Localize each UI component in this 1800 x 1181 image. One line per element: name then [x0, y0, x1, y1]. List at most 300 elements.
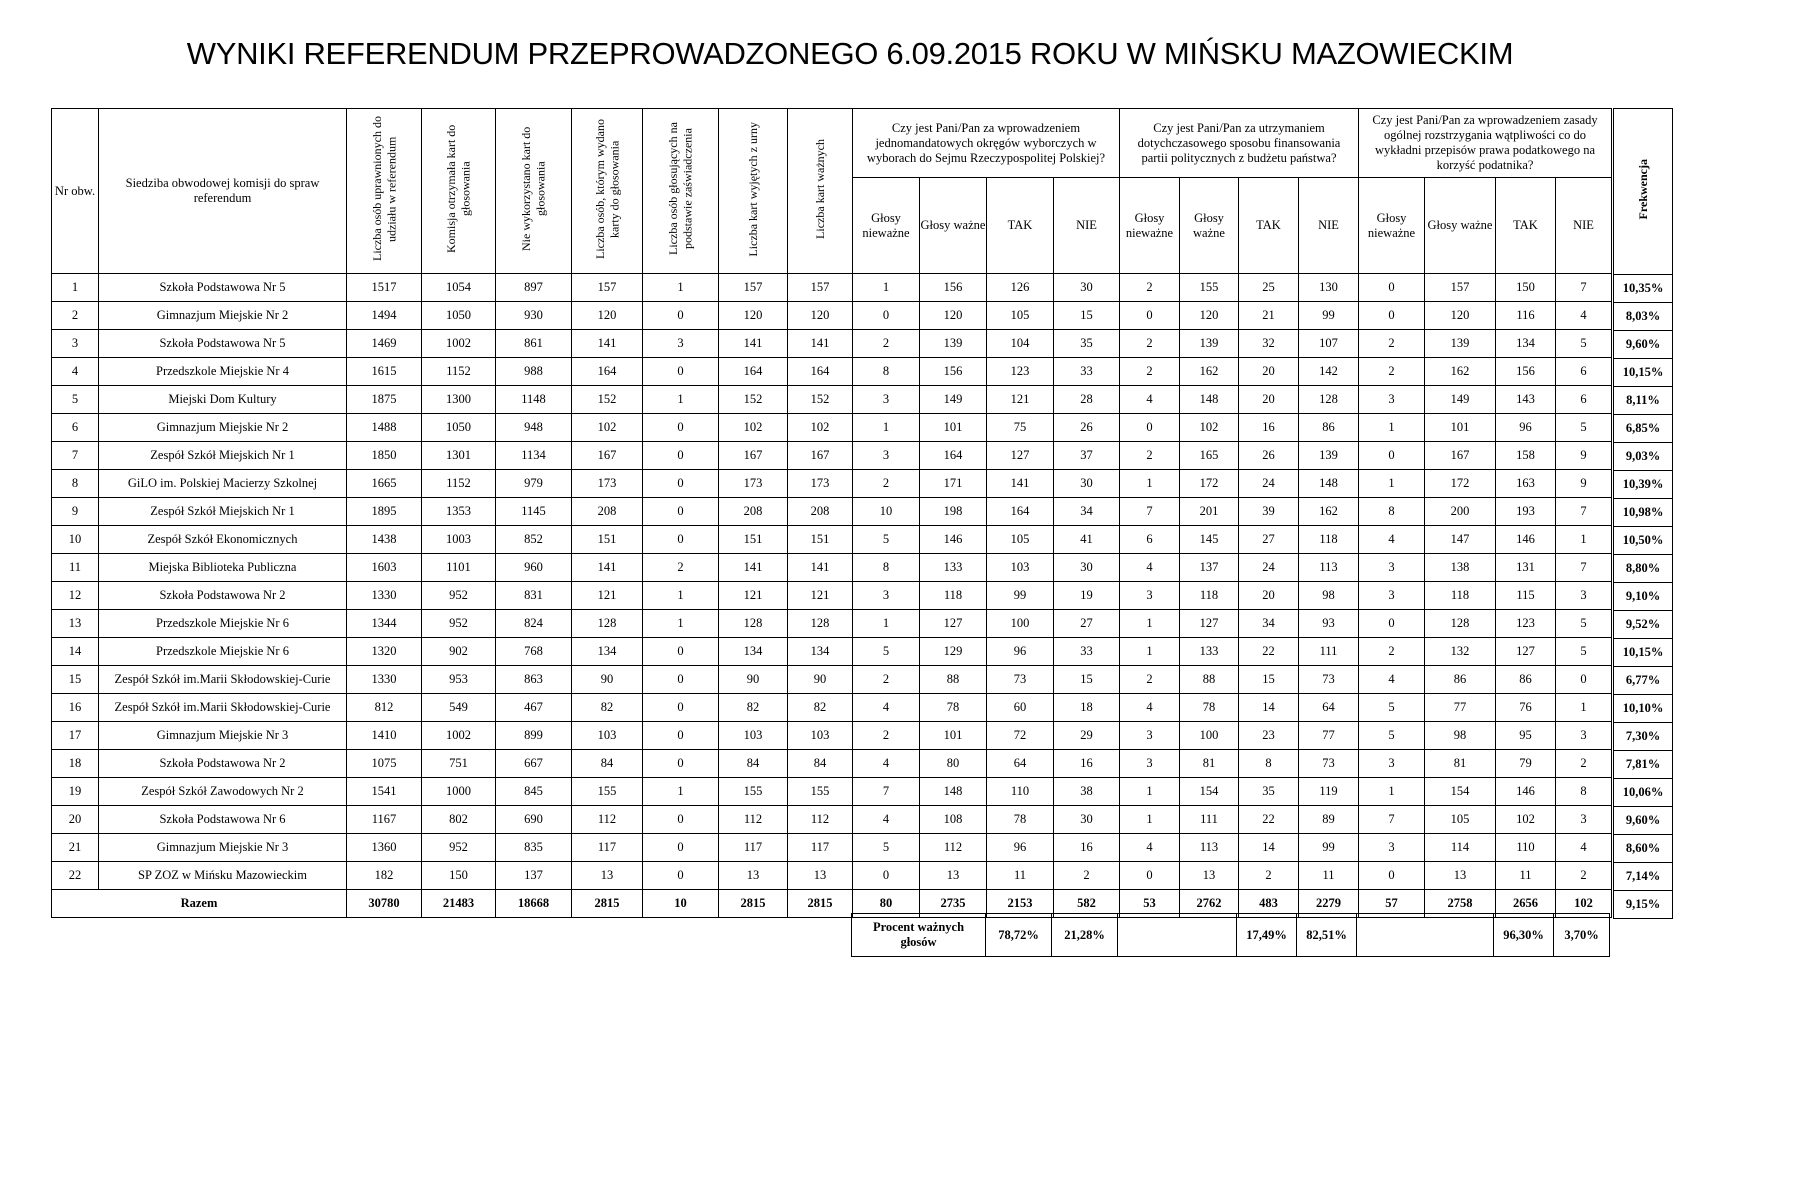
total-value: 2815 — [572, 890, 643, 918]
row-value: 208 — [572, 498, 643, 526]
row-frekwencja: 9,60% — [1614, 807, 1673, 835]
row-value: 162 — [1180, 358, 1239, 386]
turnout-table — [1613, 108, 1673, 919]
row-value: 41 — [1054, 526, 1120, 554]
row-nr: 15 — [52, 666, 99, 694]
row-siedziba: Przedszkole Miejskie Nr 4 — [99, 358, 347, 386]
row-value: 128 — [719, 610, 788, 638]
row-value: 897 — [496, 274, 572, 302]
header-niewykorzystano — [496, 109, 572, 274]
row-siedziba: SP ZOZ w Mińsku Mazowieckim — [99, 862, 347, 890]
row-value: 104 — [987, 330, 1054, 358]
table-row — [52, 470, 1612, 498]
row-value: 150 — [422, 862, 496, 890]
row-frekwencja: 6,77% — [1614, 667, 1673, 695]
row-value: 13 — [572, 862, 643, 890]
row-value: 101 — [1425, 414, 1496, 442]
turnout-row — [1614, 415, 1673, 443]
row-siedziba: Przedszkole Miejskie Nr 6 — [99, 610, 347, 638]
row-value: 119 — [1299, 778, 1359, 806]
total-value: 30780 — [347, 890, 422, 918]
row-frekwencja: 8,11% — [1614, 387, 1673, 415]
row-value: 23 — [1239, 722, 1299, 750]
row-value: 1488 — [347, 414, 422, 442]
row-value: 146 — [920, 526, 987, 554]
total-label: Razem — [52, 890, 347, 918]
table-row — [52, 750, 1612, 778]
row-value: 128 — [572, 610, 643, 638]
row-frekwencja: 7,30% — [1614, 723, 1673, 751]
row-siedziba: Gimnazjum Miejskie Nr 3 — [99, 722, 347, 750]
row-value: 16 — [1054, 750, 1120, 778]
row-value: 95 — [1496, 722, 1556, 750]
row-value: 149 — [920, 386, 987, 414]
row-value: 3 — [1120, 750, 1180, 778]
row-value: 145 — [1180, 526, 1239, 554]
row-value: 173 — [788, 470, 853, 498]
row-value: 3 — [1120, 722, 1180, 750]
row-value: 11 — [987, 862, 1054, 890]
row-nr: 2 — [52, 302, 99, 330]
row-value: 9 — [1556, 470, 1612, 498]
row-value: 200 — [1425, 498, 1496, 526]
row-value: 64 — [987, 750, 1054, 778]
row-nr: 7 — [52, 442, 99, 470]
row-value: 162 — [1425, 358, 1496, 386]
row-value: 3 — [1359, 386, 1425, 414]
table-row — [52, 582, 1612, 610]
row-value: 147 — [1425, 526, 1496, 554]
row-value: 98 — [1425, 722, 1496, 750]
row-value: 8 — [1239, 750, 1299, 778]
row-value: 162 — [1299, 498, 1359, 526]
row-value: 1 — [1359, 414, 1425, 442]
turnout-row — [1614, 611, 1673, 639]
row-value: 6 — [1556, 358, 1612, 386]
row-value: 1438 — [347, 526, 422, 554]
row-value: 1469 — [347, 330, 422, 358]
row-value: 77 — [1299, 722, 1359, 750]
row-value: 90 — [719, 666, 788, 694]
row-value: 0 — [643, 750, 719, 778]
percent-q2-tak: 17,49% — [1237, 914, 1297, 957]
row-nr: 21 — [52, 834, 99, 862]
header-frekwencja — [1614, 109, 1673, 275]
row-value: 78 — [1180, 694, 1239, 722]
row-value: 127 — [1496, 638, 1556, 666]
row-value: 1353 — [422, 498, 496, 526]
row-value: 88 — [1180, 666, 1239, 694]
row-value: 0 — [643, 722, 719, 750]
table-row — [52, 806, 1612, 834]
header-q1-nie: NIE — [1054, 178, 1120, 274]
row-value: 1301 — [422, 442, 496, 470]
table-row — [52, 554, 1612, 582]
row-value: 112 — [788, 806, 853, 834]
row-value: 15 — [1054, 302, 1120, 330]
row-value: 148 — [1180, 386, 1239, 414]
turnout-row — [1614, 471, 1673, 499]
turnout-row — [1614, 499, 1673, 527]
table-row — [52, 498, 1612, 526]
row-value: 0 — [643, 806, 719, 834]
row-value: 167 — [719, 442, 788, 470]
row-value: 155 — [788, 778, 853, 806]
row-value: 979 — [496, 470, 572, 498]
row-siedziba: Gimnazjum Miejskie Nr 2 — [99, 414, 347, 442]
row-value: 167 — [788, 442, 853, 470]
row-value: 14 — [1239, 694, 1299, 722]
total-value: 483 — [1239, 890, 1299, 918]
row-value: 80 — [920, 750, 987, 778]
row-value: 100 — [1180, 722, 1239, 750]
row-value: 96 — [1496, 414, 1556, 442]
row-value: 99 — [1299, 834, 1359, 862]
row-value: 1145 — [496, 498, 572, 526]
row-value: 5 — [1556, 414, 1612, 442]
row-value: 7 — [1359, 806, 1425, 834]
row-value: 4 — [1120, 386, 1180, 414]
row-value: 4 — [1556, 834, 1612, 862]
table-row — [52, 358, 1612, 386]
row-value: 155 — [719, 778, 788, 806]
row-value: 73 — [1299, 750, 1359, 778]
row-value: 208 — [788, 498, 853, 526]
row-value: 172 — [1425, 470, 1496, 498]
row-value: 107 — [1299, 330, 1359, 358]
row-value: 835 — [496, 834, 572, 862]
row-value: 35 — [1054, 330, 1120, 358]
row-nr: 19 — [52, 778, 99, 806]
row-value: 863 — [496, 666, 572, 694]
row-siedziba: Miejska Biblioteka Publiczna — [99, 554, 347, 582]
table-row — [52, 862, 1612, 890]
row-frekwencja: 9,60% — [1614, 331, 1673, 359]
row-value: 141 — [788, 330, 853, 358]
row-value: 105 — [1425, 806, 1496, 834]
row-value: 34 — [1239, 610, 1299, 638]
row-value: 115 — [1496, 582, 1556, 610]
row-value: 72 — [987, 722, 1054, 750]
row-value: 1 — [1556, 694, 1612, 722]
row-value: 28 — [1054, 386, 1120, 414]
row-value: 0 — [1556, 666, 1612, 694]
row-value: 105 — [987, 302, 1054, 330]
row-value: 171 — [920, 470, 987, 498]
row-value: 1541 — [347, 778, 422, 806]
row-value: 114 — [1425, 834, 1496, 862]
row-value: 16 — [1054, 834, 1120, 862]
row-value: 193 — [1496, 498, 1556, 526]
turnout-row — [1614, 863, 1673, 891]
row-value: 84 — [719, 750, 788, 778]
row-value: 208 — [719, 498, 788, 526]
row-value: 1895 — [347, 498, 422, 526]
row-value: 121 — [987, 386, 1054, 414]
row-value: 2 — [853, 722, 920, 750]
row-value: 81 — [1180, 750, 1239, 778]
total-value: 18668 — [496, 890, 572, 918]
row-value: 1850 — [347, 442, 422, 470]
row-value: 1000 — [422, 778, 496, 806]
row-value: 7 — [1556, 274, 1612, 302]
row-nr: 4 — [52, 358, 99, 386]
header-q2-nie: NIE — [1299, 178, 1359, 274]
row-value: 30 — [1054, 554, 1120, 582]
row-siedziba: Gimnazjum Miejskie Nr 3 — [99, 834, 347, 862]
row-value: 98 — [1299, 582, 1359, 610]
header-uprawnionych-text: Liczba osób uprawnionych do udziału w referendum — [369, 116, 398, 262]
header-waznych-text: Liczba kart ważnych — [812, 139, 827, 239]
row-value: 3 — [1120, 582, 1180, 610]
row-value: 60 — [987, 694, 1054, 722]
row-value: 111 — [1299, 638, 1359, 666]
row-value: 988 — [496, 358, 572, 386]
row-value: 93 — [1299, 610, 1359, 638]
row-value: 4 — [1359, 666, 1425, 694]
row-value: 111 — [1180, 806, 1239, 834]
row-value: 2 — [1556, 750, 1612, 778]
row-value: 0 — [643, 498, 719, 526]
row-value: 5 — [1359, 722, 1425, 750]
row-value: 1344 — [347, 610, 422, 638]
turnout-header-row — [1614, 109, 1673, 275]
row-nr: 14 — [52, 638, 99, 666]
row-value: 121 — [719, 582, 788, 610]
percent-row — [852, 914, 1610, 957]
row-value: 1 — [643, 386, 719, 414]
header-q1-niewazne: Głosy nieważne — [853, 178, 920, 274]
row-value: 156 — [920, 358, 987, 386]
row-value: 157 — [1425, 274, 1496, 302]
total-value: 2815 — [719, 890, 788, 918]
row-value: 1 — [853, 414, 920, 442]
percent-q3-tak: 96,30% — [1494, 914, 1554, 957]
header-question-1: Czy jest Pani/Pan za wprowadzeniem jednomandatowych okręgów wyborczych w wyborach do Sejmu Rzeczypospolitej Polskiej? — [853, 109, 1120, 178]
row-value: 2 — [1120, 330, 1180, 358]
row-value: 128 — [1425, 610, 1496, 638]
row-value: 751 — [422, 750, 496, 778]
total-value: 2153 — [987, 890, 1054, 918]
row-value: 1075 — [347, 750, 422, 778]
turnout-row — [1614, 835, 1673, 863]
row-value: 8 — [853, 554, 920, 582]
row-value: 1517 — [347, 274, 422, 302]
row-siedziba: Szkoła Podstawowa Nr 5 — [99, 274, 347, 302]
row-value: 134 — [788, 638, 853, 666]
header-wyjetych — [719, 109, 788, 274]
turnout-row — [1614, 303, 1673, 331]
header-q1-tak: TAK — [987, 178, 1054, 274]
row-value: 134 — [572, 638, 643, 666]
row-value: 1 — [1120, 470, 1180, 498]
row-value: 3 — [1359, 582, 1425, 610]
row-value: 38 — [1054, 778, 1120, 806]
row-frekwencja: 7,81% — [1614, 751, 1673, 779]
row-value: 148 — [1299, 470, 1359, 498]
row-siedziba: Zespół Szkół im.Marii Skłodowskiej-Curie — [99, 694, 347, 722]
row-frekwencja: 10,35% — [1614, 275, 1673, 303]
row-value: 143 — [1496, 386, 1556, 414]
row-value: 123 — [1496, 610, 1556, 638]
row-value: 1 — [643, 778, 719, 806]
row-value: 141 — [719, 330, 788, 358]
row-value: 0 — [643, 358, 719, 386]
row-value: 5 — [853, 638, 920, 666]
row-value: 167 — [1425, 442, 1496, 470]
table-row — [52, 834, 1612, 862]
row-value: 121 — [788, 582, 853, 610]
row-value: 1330 — [347, 582, 422, 610]
row-value: 0 — [1359, 442, 1425, 470]
row-value: 152 — [788, 386, 853, 414]
total-frekwencja: 9,15% — [1614, 891, 1673, 919]
row-value: 13 — [1180, 862, 1239, 890]
row-value: 167 — [572, 442, 643, 470]
row-value: 157 — [788, 274, 853, 302]
row-value: 1 — [643, 274, 719, 302]
total-value: 2656 — [1496, 890, 1556, 918]
row-value: 5 — [853, 526, 920, 554]
row-value: 81 — [1425, 750, 1496, 778]
row-value: 0 — [1120, 414, 1180, 442]
row-value: 2 — [853, 666, 920, 694]
row-value: 118 — [920, 582, 987, 610]
row-value: 2 — [1120, 274, 1180, 302]
row-value: 105 — [987, 526, 1054, 554]
total-value: 2815 — [788, 890, 853, 918]
row-value: 26 — [1054, 414, 1120, 442]
row-value: 1360 — [347, 834, 422, 862]
row-value: 1 — [643, 610, 719, 638]
table-row — [52, 526, 1612, 554]
row-value: 33 — [1054, 358, 1120, 386]
header-frekwencja-text: Frekwencja — [1635, 159, 1650, 220]
row-value: 3 — [853, 582, 920, 610]
percent-q2-blank — [1118, 914, 1237, 957]
row-value: 108 — [920, 806, 987, 834]
row-value: 690 — [496, 806, 572, 834]
row-frekwencja: 9,03% — [1614, 443, 1673, 471]
row-value: 952 — [422, 834, 496, 862]
row-value: 5 — [1556, 330, 1612, 358]
document-title: WYNIKI REFERENDUM PRZEPROWADZONEGO 6.09.2015 ROKU W MIŃSKU MAZOWIECKIM — [186, 36, 1514, 71]
row-value: 824 — [496, 610, 572, 638]
row-value: 0 — [643, 302, 719, 330]
row-value: 899 — [496, 722, 572, 750]
row-value: 73 — [1299, 666, 1359, 694]
row-value: 75 — [987, 414, 1054, 442]
row-value: 102 — [1180, 414, 1239, 442]
row-value: 812 — [347, 694, 422, 722]
row-value: 1330 — [347, 666, 422, 694]
header-q3-tak: TAK — [1496, 178, 1556, 274]
row-value: 164 — [719, 358, 788, 386]
row-nr: 12 — [52, 582, 99, 610]
row-value: 86 — [1299, 414, 1359, 442]
row-value: 2 — [1120, 442, 1180, 470]
row-siedziba: Szkoła Podstawowa Nr 5 — [99, 330, 347, 358]
row-siedziba: Szkoła Podstawowa Nr 2 — [99, 582, 347, 610]
row-value: 163 — [1496, 470, 1556, 498]
row-value: 102 — [572, 414, 643, 442]
percent-label: Procent ważnych głosów — [852, 914, 986, 957]
row-value: 3 — [853, 386, 920, 414]
row-value: 5 — [853, 834, 920, 862]
row-value: 90 — [572, 666, 643, 694]
row-value: 0 — [643, 694, 719, 722]
row-value: 8 — [1359, 498, 1425, 526]
row-value: 2 — [1054, 862, 1120, 890]
row-value: 110 — [987, 778, 1054, 806]
header-q2-tak: TAK — [1239, 178, 1299, 274]
table-row — [52, 330, 1612, 358]
row-nr: 1 — [52, 274, 99, 302]
row-value: 77 — [1425, 694, 1496, 722]
header-wydano-text: Liczba osób, którym wydano karty do głosowania — [592, 119, 621, 259]
row-value: 13 — [920, 862, 987, 890]
row-nr: 20 — [52, 806, 99, 834]
row-value: 952 — [422, 610, 496, 638]
row-value: 164 — [572, 358, 643, 386]
row-value: 861 — [496, 330, 572, 358]
row-value: 133 — [1180, 638, 1239, 666]
row-value: 139 — [920, 330, 987, 358]
row-value: 20 — [1239, 386, 1299, 414]
row-value: 802 — [422, 806, 496, 834]
header-q2-wazne: Głosy ważne — [1180, 178, 1239, 274]
header-q2-niewazne: Głosy nieważne — [1120, 178, 1180, 274]
row-value: 1 — [1120, 806, 1180, 834]
row-value: 3 — [1359, 554, 1425, 582]
row-value: 1 — [1359, 470, 1425, 498]
row-value: 132 — [1425, 638, 1496, 666]
row-value: 768 — [496, 638, 572, 666]
row-nr: 13 — [52, 610, 99, 638]
header-row-questions — [52, 109, 1612, 178]
header-q3-nie: NIE — [1556, 178, 1612, 274]
row-value: 29 — [1054, 722, 1120, 750]
turnout-row — [1614, 779, 1673, 807]
row-value: 30 — [1054, 806, 1120, 834]
row-value: 120 — [920, 302, 987, 330]
row-value: 96 — [987, 638, 1054, 666]
row-value: 102 — [788, 414, 853, 442]
row-siedziba: Szkoła Podstawowa Nr 6 — [99, 806, 347, 834]
header-uprawnionych — [347, 109, 422, 274]
row-value: 172 — [1180, 470, 1239, 498]
row-value: 902 — [422, 638, 496, 666]
row-value: 6 — [1120, 526, 1180, 554]
row-value: 0 — [1359, 862, 1425, 890]
row-value: 86 — [1425, 666, 1496, 694]
turnout-row — [1614, 527, 1673, 555]
row-value: 78 — [987, 806, 1054, 834]
header-otrzymala-text: Komisja otrzymała kart do głosowania — [444, 124, 473, 254]
row-value: 845 — [496, 778, 572, 806]
row-nr: 8 — [52, 470, 99, 498]
row-value: 0 — [643, 526, 719, 554]
row-value: 6 — [1556, 386, 1612, 414]
row-value: 156 — [920, 274, 987, 302]
row-value: 165 — [1180, 442, 1239, 470]
total-value: 57 — [1359, 890, 1425, 918]
row-value: 149 — [1425, 386, 1496, 414]
row-value: 120 — [719, 302, 788, 330]
row-value: 2 — [1556, 862, 1612, 890]
row-value: 141 — [788, 554, 853, 582]
row-value: 0 — [643, 862, 719, 890]
